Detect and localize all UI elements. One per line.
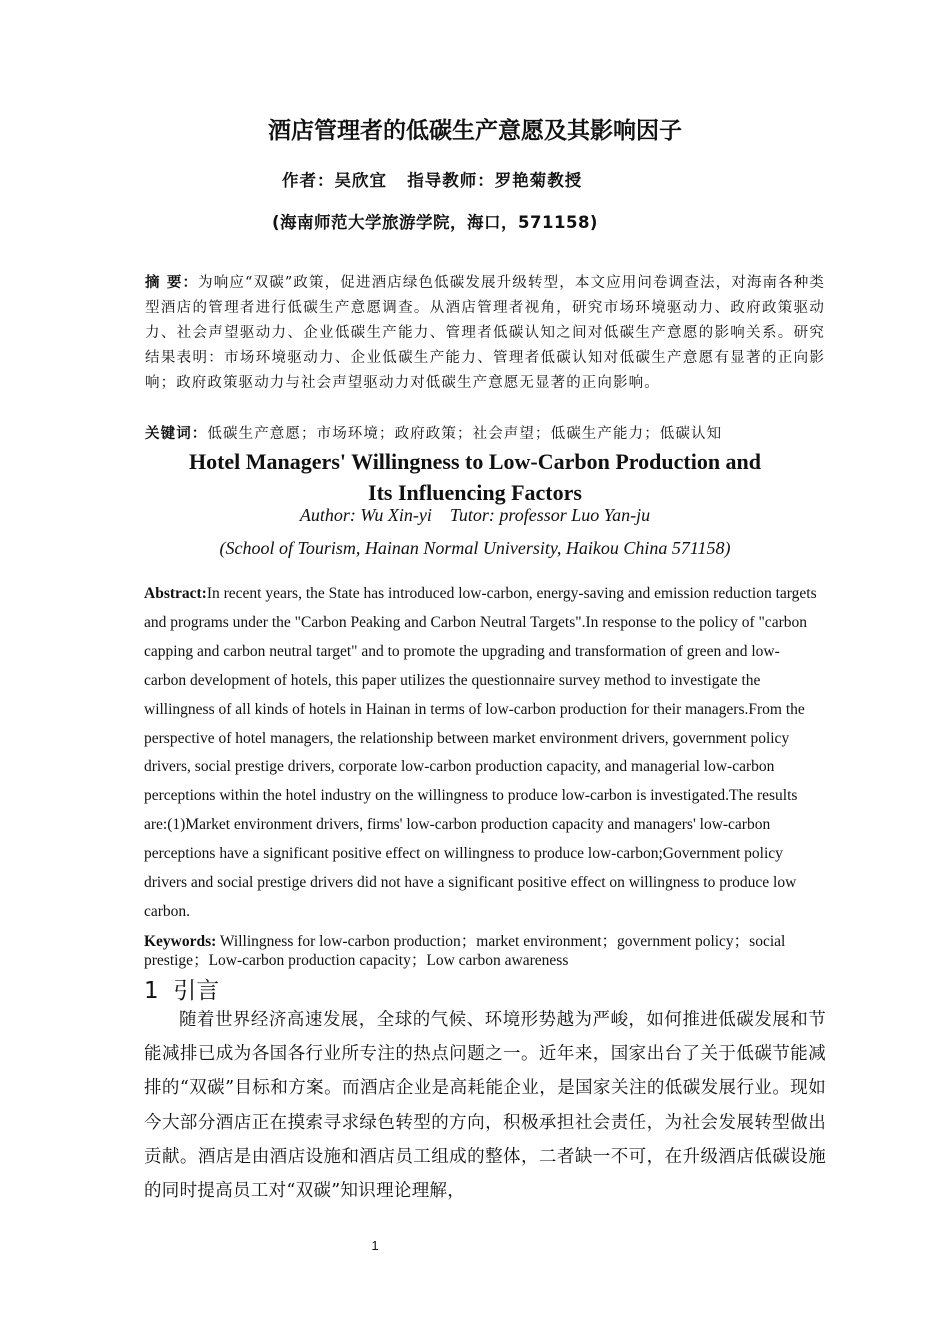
- english-affiliation: (School of Tourism, Hainan Normal University, Haikou China 571158): [219, 538, 731, 558]
- chinese-affiliation: (海南师范大学旅游学院，海口，571158): [272, 213, 598, 232]
- page-number: 1: [371, 1238, 379, 1253]
- chinese-abstract-text: 为响应“双碳”政策，促进酒店绿色低碳发展升级转型，本文应用问卷调查法，对海南各种类型酒店的管理者进行低碳生产意愿调查。从酒店管理者视角，研究市场环境驱动力、政府政策驱动力、社会声望驱动力、企业低碳生产能力、管理者低碳认知之间对低碳生产意愿的影响关系。研究结果表明：市场环境驱动力、企业低碳生产能力、管理者低碳认知对低碳生产意愿有显著的正向影响；政府政策驱动力与社会声望驱动力对低碳生产意愿无显著的正向影响。: [145, 275, 826, 391]
- chinese-keywords-label: 关键词：: [145, 426, 208, 442]
- english-abstract-label: Abstract:: [144, 585, 207, 602]
- section-heading: 1 引言: [144, 978, 220, 1004]
- introduction-paragraph: 随着世界经济高速发展，全球的气候、环境形势越为严峻，如何推进低碳发展和节能减排已成为各国各行业所专注的热点问题之一。近年来，国家出台了关于低碳节能减排的“双碳”目标和方案。而酒店企业是高耗能企业，是国家关注的低碳发展行业。现如今大部分酒店正在摸索寻求绿色转型的方向，积极承担社会责任，为社会发展转型做出贡献。酒店是由酒店设施和酒店员工组成的整体，二者缺一不可，在升级酒店低碳设施的同时提高员工对“双碳”知识理论理解，: [144, 1010, 826, 1202]
- english-abstract: [144, 580, 820, 927]
- english-keywords-text: Willingness for low-carbon production；market environment；government policy；social prestige；Low-carbon production capacity；Low carbon awareness: [144, 933, 786, 969]
- english-keywords-label: Keywords:: [144, 933, 217, 950]
- english-title: Hotel Managers' Willingness to Low-Carbon Production and Its Influencing Factors: [188, 449, 762, 505]
- chinese-author-line: 作者：吴欣宜 指导教师：罗艳菊教授: [282, 171, 583, 190]
- chinese-keywords: [145, 422, 825, 446]
- english-keywords: [144, 932, 820, 970]
- chinese-abstract: [145, 271, 825, 396]
- chinese-title: 酒店管理者的低碳生产意愿及其影响因子: [268, 118, 682, 144]
- english-author-line: Author: Wu Xin-yi Tutor: professor Luo Yan-ju: [299, 505, 651, 525]
- chinese-keywords-text: 低碳生产意愿；市场环境；政府政策；社会声望；低碳生产能力；低碳认知: [207, 426, 723, 442]
- chinese-abstract-label: 摘 要：: [145, 275, 199, 291]
- english-abstract-text: In recent years, the State has introduced low-carbon, energy-saving and emission reduction targets and programs under the "Carbon Peaking and Carbon Neutral Targets".In response to the policy of "carbon capping and carbon neutral target" and to promote the upgrading and transformation of green and low-carbon development of hotels, this paper utilizes the questionnaire survey method to investigate the willingness of all kinds of hotels in Hainan in terms of low-carbon production for their managers.From the perspective of hotel managers, the relationship between market environment drivers, government policy drivers, social prestige drivers, corporate low-carbon production capacity, and managerial low-carbon perceptions within the hotel industry on the willingness to produce low-carbon is investigated.The results are:(1)Market environment drivers, firms' low-carbon production capacity and managers' low-carbon perceptions have a significant positive effect on willingness to produce low-carbon;Government policy drivers and social prestige drivers did not have a significant positive effect on willingness to produce low carbon.: [144, 585, 817, 920]
